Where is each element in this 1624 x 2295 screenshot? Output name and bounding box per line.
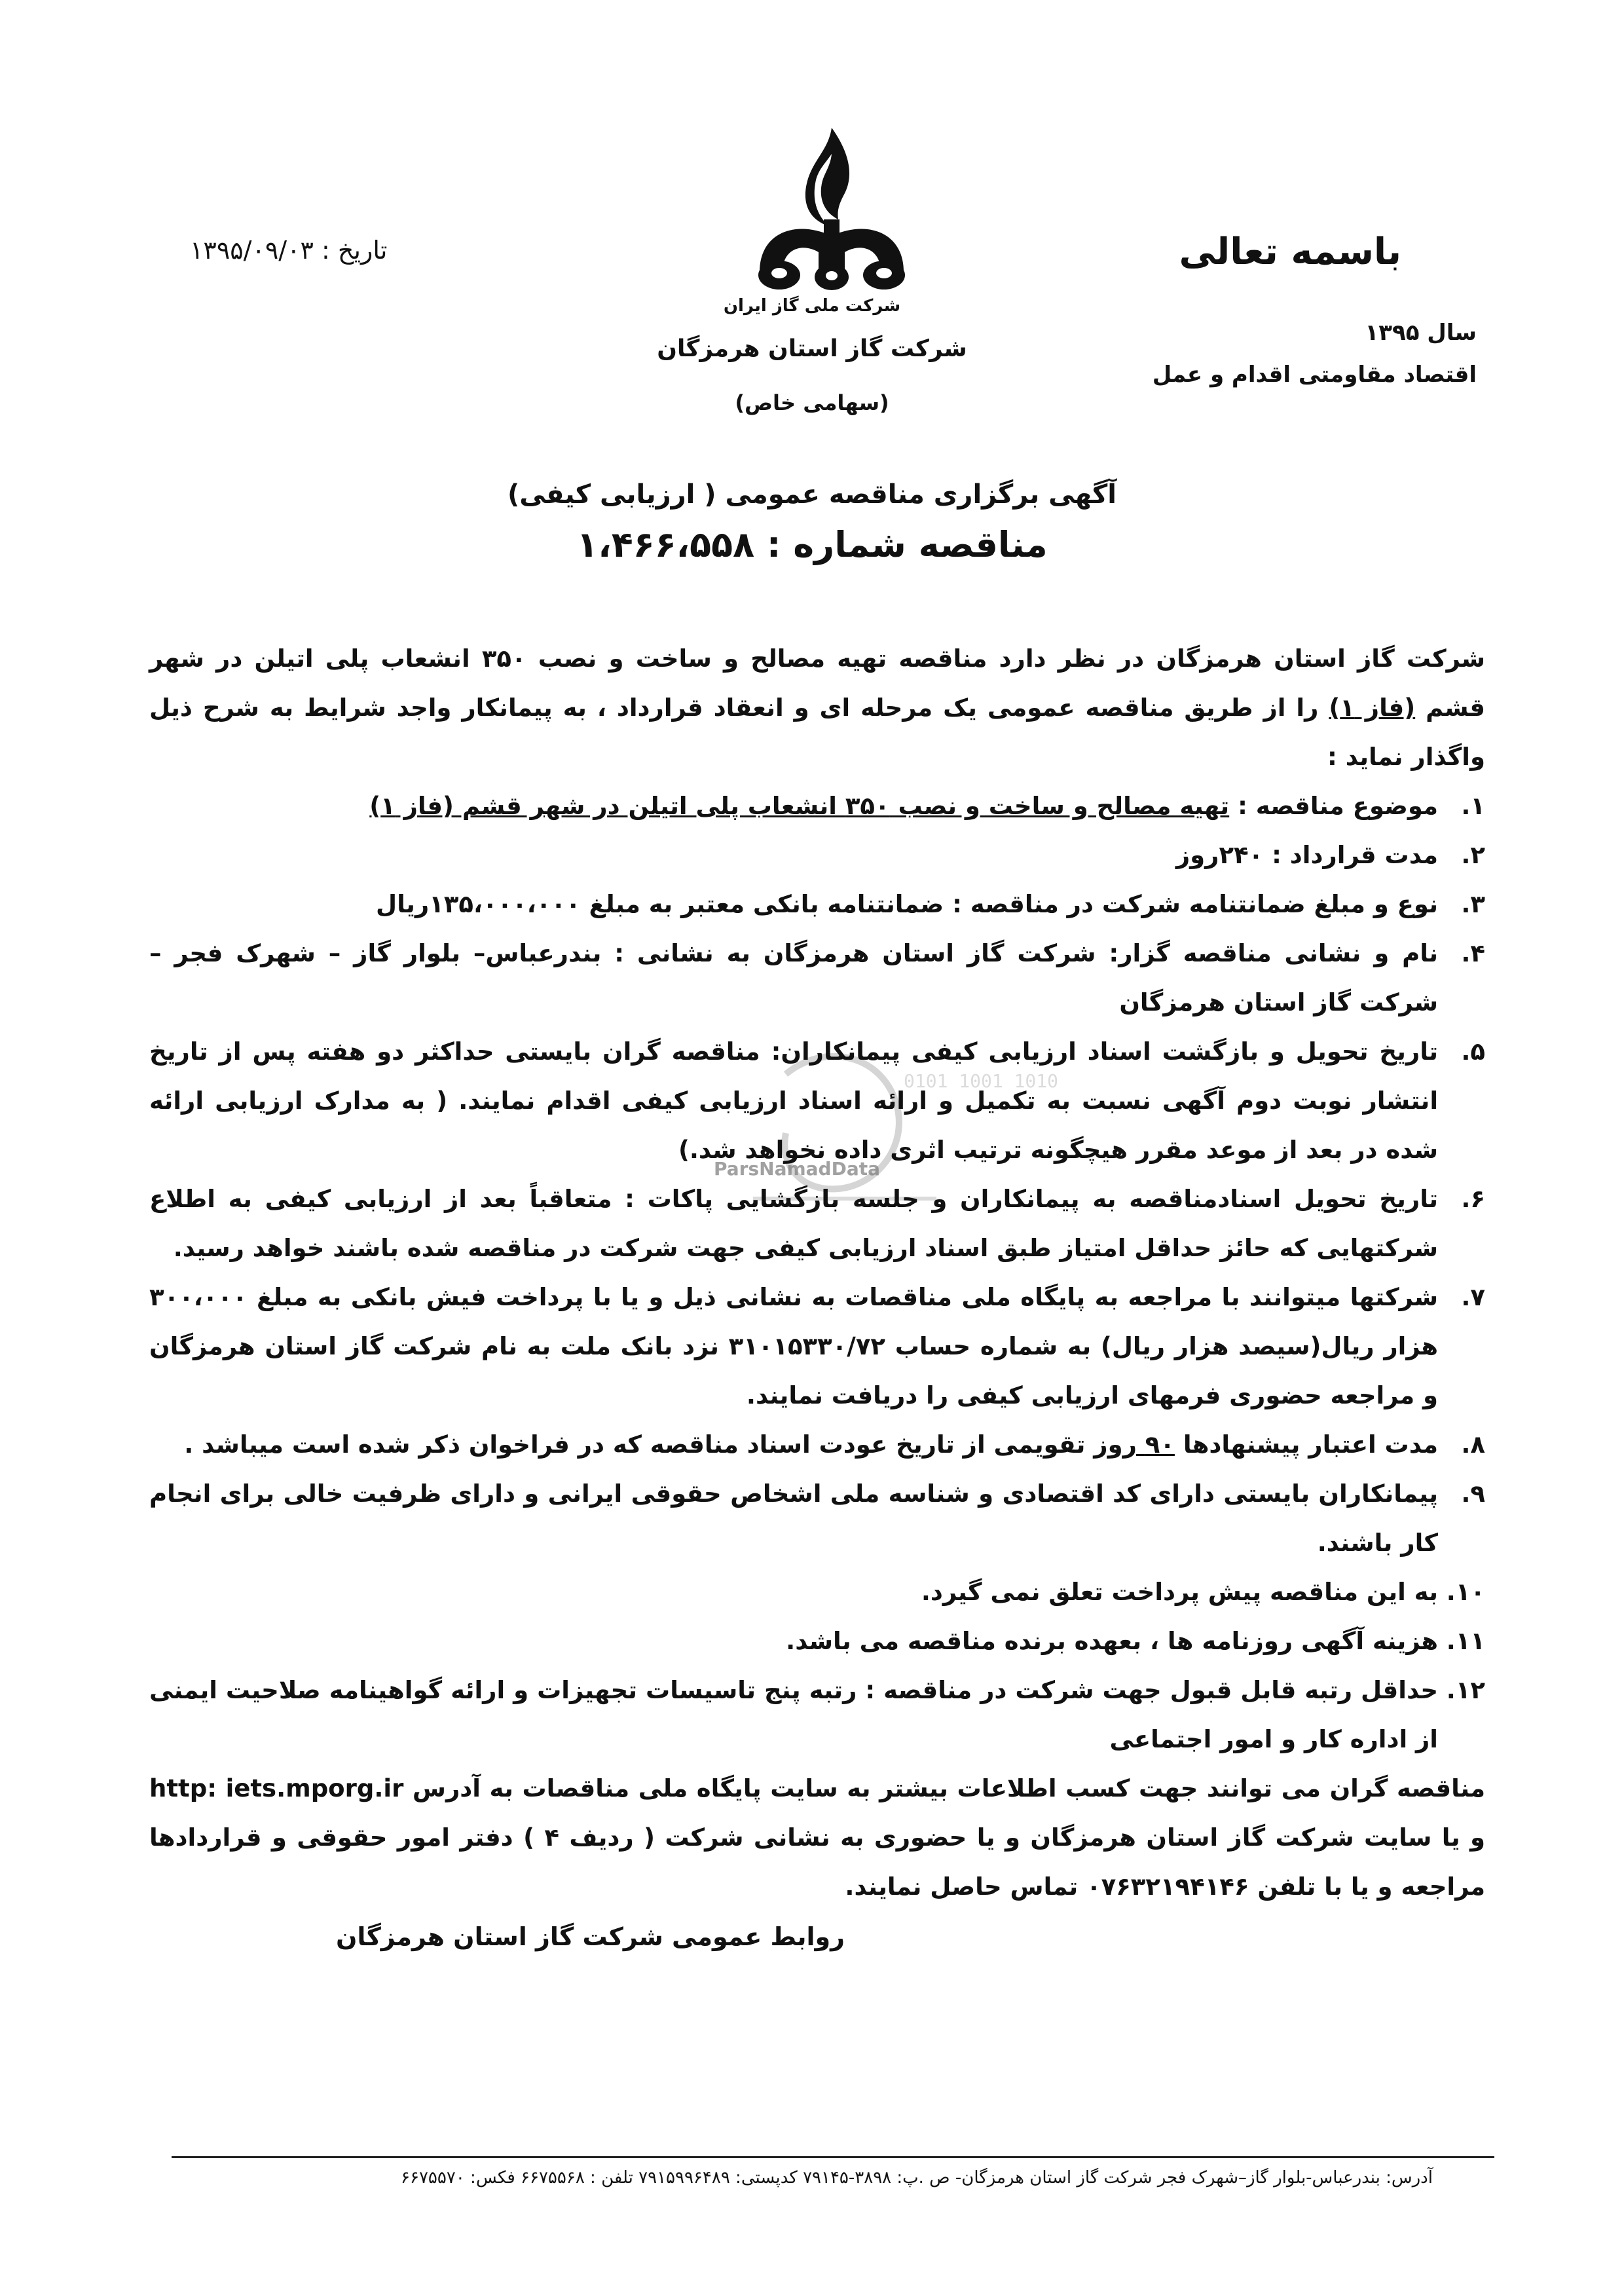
list-item: ۶. تاریخ تحویل اسنادمناقصه به پیمانکاران و جلسه بازگشایی پاکات : متعاقباً بعد از ارزیابی کیفی به اطلاع شرکتهایی که حائز حداقل امتیاز طبق اسناد ارزیابی کیفی جهت شرکت در مناقصه شده باشند خواهد رسید. <box>149 1185 1485 1262</box>
list-item: ۱۰. به این مناقصه پیش پرداخت تعلق نمی گیرد. <box>921 1578 1485 1606</box>
year-label: سال ۱۳۹۵ <box>1365 320 1477 346</box>
company-type: (سهامی خاص) <box>735 390 889 415</box>
tender-label: مناقصه شماره : <box>766 524 1048 565</box>
flame-logo-icon <box>733 121 930 298</box>
website-link[interactable]: http: iets.mporg.ir <box>149 1774 404 1802</box>
list-item: ۴. نام و نشانی مناقصه گزار: شرکت گاز استان هرمزگان به نشانی : بندرعباس– بلوار گاز – شهرک فجر – شرکت گاز استان هرمزگان <box>149 939 1485 1017</box>
list-item: ۱۱. هزینه آگهی روزنامه ها ، بعهده برنده مناقصه می باشد. <box>786 1627 1485 1655</box>
list-item: ۸. مدت اعتبار پیشنهادها ۹۰ روز تقویمی از تاریخ عودت اسناد مناقصه که در فراخوان ذکر شده است میباشد . <box>184 1430 1485 1459</box>
intro-text: شرکت گاز استان هرمزگان در نظر دارد مناقصه تهیه مصالح و ساخت و نصب ۳۵۰ انشعاب پلی اتیلن در شهر قشم <box>149 644 1486 722</box>
intro-phase: (فاز ۱) <box>1329 694 1416 722</box>
watermark-text: ParsNamadData <box>714 1158 880 1180</box>
date-label: تاریخ : <box>321 236 388 265</box>
notice-body <box>149 634 1485 1911</box>
signature: روابط عمومی شرکت گاز استان هرمزگان <box>336 1922 845 1951</box>
watermark-digits: 0101 1001 1010 <box>904 1070 1059 1092</box>
list-item: ۵. تاریخ تحویل و بازگشت اسناد ارزیابی کیفی پیمانکاران: مناقصه گران بایستی حداکثر دو هفته پس از تاریخ انتشار نوبت دوم آگهی نسبت به تکمیل و ارائه اسناد ارزیابی کیفی اقدام نمایند. ( به مدارک ارزیابی ارائه شده در بعد از موعد مقرر هیچگونه ترتیب اثری داده نخواهد شد.) <box>149 1037 1485 1164</box>
tender-number: ۱،۴۶۶،۵۵۸ <box>576 524 755 565</box>
closing-paragraph: مناقصه گران می توانند جهت کسب اطلاعات بیشتر به سایت پایگاه ملی مناقصات به آدرس http: iets.mporg.ir و یا سایت شرکت گاز استان هرمزگان و یا حضوری به نشانی شرکت ( ردیف ۴ ) دفتر امور حقوقی و قراردادها مراجعه و یا با تلفن ۰۷۶۳۲۱۹۴۱۴۶ تماس حاصل نمایند. <box>149 1774 1485 1901</box>
list-item: ۳. نوع و مبلغ ضمانتنامه شرکت در مناقصه : ضمانتنامه بانکی معتبر به مبلغ ۱۳۵،۰۰۰،۰۰۰ریال <box>376 890 1485 918</box>
date-value: ۱۳۹۵/۰۹/۰۳ <box>190 236 314 265</box>
greeting: باسمه تعالی <box>1179 231 1401 273</box>
date-field <box>190 236 387 265</box>
company-name: شرکت گاز استان هرمزگان <box>657 335 967 362</box>
intro-text-2: را از طریق مناقصه عمومی یک مرحله ای و انعقاد قرارداد ، به پیمانکار واجد شرایط به شرح ذیل واگذار نماید : <box>149 694 1485 771</box>
phone-number: ۰۷۶۳۲۱۹۴۱۴۶ <box>1086 1873 1249 1901</box>
intro-paragraph <box>149 634 1485 781</box>
list-item: ۱. موضوع مناقصه : تهیه مصالح و ساخت و نصب ۳۵۰ انشعاب پلی اتیلن در شهر قشم (فاز ۱) <box>369 792 1485 820</box>
nigc-logo <box>733 121 930 301</box>
slogan: اقتصاد مقاومتی اقدام و عمل <box>1152 362 1477 388</box>
list-item: ۲. مدت قرارداد : ۲۴۰روز <box>1175 841 1485 869</box>
notice-title: آگهی برگزاری مناقصه عمومی ( ارزیابی کیفی) <box>507 479 1116 510</box>
list-item: ۱۲. حداقل رتبه قابل قبول جهت شرکت در مناقصه : رتبه پنج تاسیسات تجهیزات و ارائه گواهینامه صلاحیت ایمنی از اداره کار و امور اجتماعی <box>149 1676 1485 1753</box>
tender-number-line <box>458 524 1166 565</box>
list-item: ۷. شرکتها میتوانند با مراجعه به پایگاه ملی مناقصات به نشانی ذیل و یا با پرداخت فیش بانکی به مبلغ ۳۰۰،۰۰۰ هزار ریال(سیصد هزار ریال) به شماره حساب ۳۱۰۱۵۳۳۰/۷۲ نزد بانک ملت به نام شرکت گاز استان هرمزگان و مراجعه حضوری فرمهای ارزیابی کیفی را دریافت نمایند. <box>149 1283 1485 1409</box>
list-item: ۹. پیمانکاران بایستی دارای کد اقتصادی و شناسه ملی اشخاص حقوقی ایرانی و دارای ظرفیت خالی برای انجام کار باشند. <box>149 1480 1485 1557</box>
logo-subtitle: شرکت ملی گاز ایران <box>723 296 901 316</box>
footer-address: آدرس: بندرعباس-بلوار گاز–شهرک فجر شرکت گاز استان هرمزگان- ص .پ: ۳۸۹۸-۷۹۱۴۵ کدپستی: ۷۹۱۵۹۹۶۴۸۹ تلفن : ۶۶۷۵۵۶۸ فکس: ۶۶۷۵۵۷۰ <box>401 2168 1433 2188</box>
footer-divider <box>172 2156 1494 2158</box>
